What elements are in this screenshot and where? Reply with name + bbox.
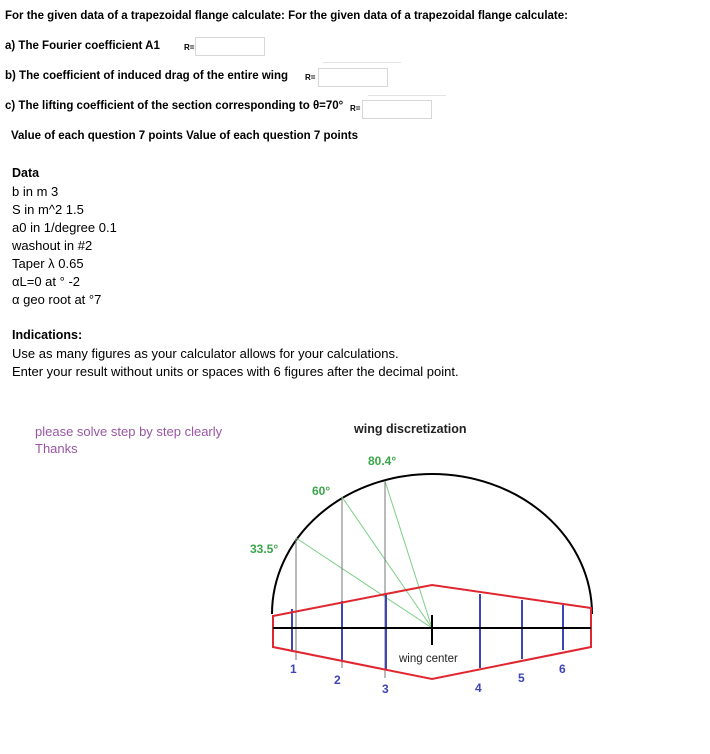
station-label-3: 3 xyxy=(382,682,389,696)
data-item: Taper λ 0.65 xyxy=(12,256,84,271)
data-item: a0 in 1/degree 0.1 xyxy=(12,220,117,235)
radial-lines xyxy=(296,481,432,628)
points-note: Value of each question 7 points Value of each question 7 points xyxy=(11,130,358,142)
projection-lines xyxy=(296,481,385,678)
radial-line-33-5 xyxy=(296,538,432,628)
angle-label-33-5: 33.5° xyxy=(250,542,279,556)
wing-center-label: wing center xyxy=(399,653,458,665)
station-label-4: 4 xyxy=(475,681,482,695)
radial-line-80-4 xyxy=(385,481,432,628)
station-label-1: 1 xyxy=(290,662,297,676)
angle-label-60: 60° xyxy=(312,484,331,498)
station-label-5: 5 xyxy=(518,671,525,685)
question-a-label: a) The Fourier coefficient A1 xyxy=(5,40,160,52)
data-item: b in m 3 xyxy=(12,184,59,199)
data-item: α geo root at °7 xyxy=(12,292,102,307)
station-label-2: 2 xyxy=(334,673,341,687)
indications-title: Indications: xyxy=(12,328,83,342)
angle-label-80-4: 80.4° xyxy=(368,454,397,468)
data-item: αL=0 at ° -2 xyxy=(12,274,81,289)
data-item: S in m^2 1.5 xyxy=(12,202,84,217)
page-header: For the given data of a trapezoidal flange calculate: For the given data of a trapezoidal flange calculate: xyxy=(5,10,568,22)
station-label-6: 6 xyxy=(559,662,566,676)
question-b-r-label: R= xyxy=(305,73,316,82)
question-b-label: b) The coefficient of induced drag of the entire wing xyxy=(5,70,289,82)
question-c-label: c) The lifting coefficient of the section corresponding to θ=70° xyxy=(5,100,344,112)
data-item: washout in #2 xyxy=(12,238,93,253)
data-title: Data xyxy=(12,166,40,180)
indications-line: Use as many figures as your calculator allows for your calculations. xyxy=(12,346,399,361)
question-a-r-label: R= xyxy=(184,43,195,52)
request-line: please solve step by step clearly xyxy=(35,424,223,439)
question-c-r-label: R= xyxy=(350,104,361,113)
indications-line: Enter your result without units or spaces with 6 figures after the decimal point. xyxy=(12,364,459,379)
figure-title: wing discretization xyxy=(354,422,467,436)
request-thanks: Thanks xyxy=(35,441,78,456)
